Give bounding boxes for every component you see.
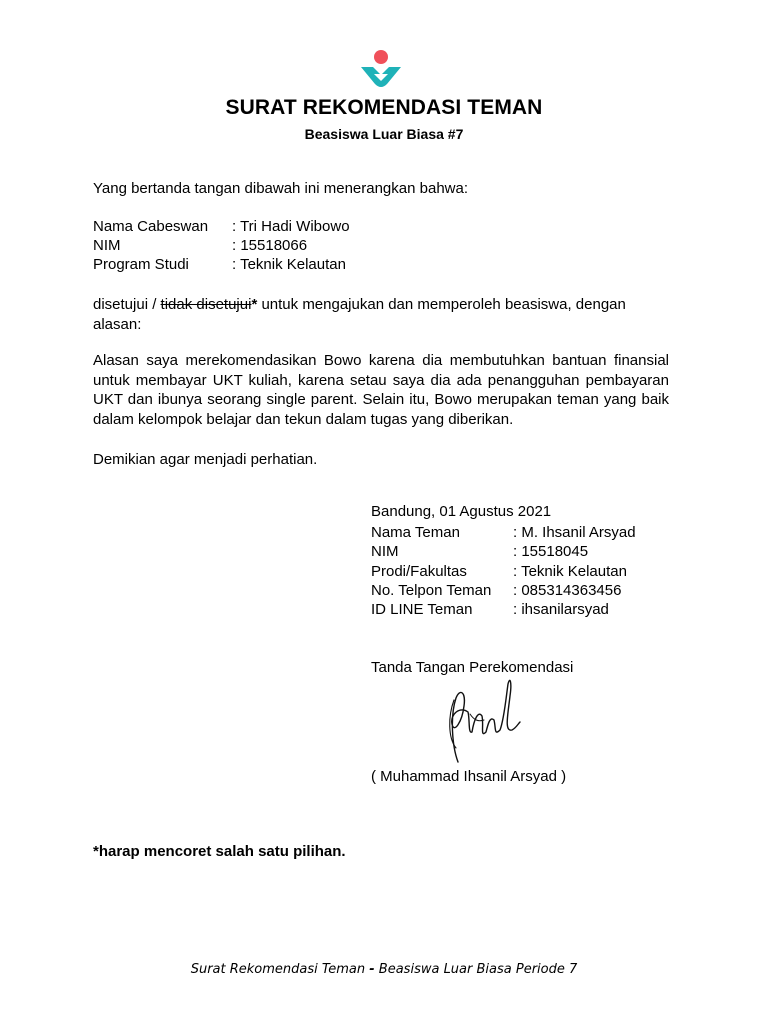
- place-date: Bandung, 01 Agustus 2021: [371, 503, 552, 520]
- field-value: : Tri Hadi Wibowo: [232, 218, 350, 235]
- candidate-program-row: [93, 255, 473, 275]
- candidate-nim-row: [93, 236, 473, 256]
- footer-separator: -: [369, 962, 375, 977]
- approved-option: disetujui /: [93, 296, 157, 313]
- candidate-name-row: [93, 217, 473, 237]
- field-value: : Teknik Kelautan: [513, 563, 627, 580]
- signer-faculty-row: [371, 562, 671, 582]
- page-footer: [0, 962, 768, 977]
- field-label: Prodi/Fakultas: [371, 563, 467, 580]
- field-label: NIM: [371, 543, 399, 560]
- field-label: Nama Teman: [371, 524, 460, 541]
- field-value: : Teknik Kelautan: [232, 256, 346, 273]
- intro-text: Yang bertanda tangan dibawah ini menerangkan bahwa:: [93, 180, 468, 197]
- signer-nim-row: [371, 542, 671, 562]
- strike-instruction-note: *harap mencoret salah satu pilihan.: [93, 843, 346, 860]
- signer-line-row: [371, 600, 671, 620]
- letter-subtitle: Beasiswa Luar Biasa #7: [304, 126, 464, 142]
- letter-title: SURAT REKOMENDASI TEMAN: [225, 96, 543, 119]
- signer-full-name: ( Muhammad Ihsanil Arsyad ): [371, 768, 567, 785]
- signer-phone-row: [371, 581, 671, 601]
- field-label: No. Telpon Teman: [371, 582, 492, 599]
- field-label: Program Studi: [93, 256, 189, 273]
- field-label: NIM: [93, 237, 121, 254]
- field-value: : 15518045: [513, 543, 589, 560]
- field-value: : ihsanilarsyad: [513, 601, 609, 618]
- scholarship-logo-icon: [358, 48, 404, 92]
- field-label: Nama Cabeswan: [93, 218, 209, 235]
- footer-left: Surat Rekomendasi Teman: [190, 962, 366, 977]
- closing-text: Demikian agar menjadi perhatian.: [93, 451, 318, 468]
- field-value: : 15518066: [232, 237, 308, 254]
- option-star: *: [251, 296, 258, 313]
- rejected-option-struck: tidak disetujui: [160, 296, 252, 313]
- reason-paragraph: Alasan saya merekomendasikan Bowo karena dia membutuhkan bantuan finansial untuk membayar UKT kuliah, karena setau saya dia ada penangguhan pembayaran UKT dan ibunya seorang single parent. Selain itu, Bowo merupakan teman yang baik dalam kelompok belajar dan tekun dalam tugas yang diberikan.: [93, 352, 669, 428]
- field-value: : 085314363456: [513, 582, 622, 599]
- signature-label: Tanda Tangan Perekomendasi: [371, 659, 574, 676]
- field-value: : M. Ihsanil Arsyad: [513, 524, 636, 541]
- signer-name-row: [371, 523, 671, 543]
- decision-paragraph: [93, 295, 673, 334]
- handwritten-signature-icon: [408, 676, 526, 768]
- field-label: ID LINE Teman: [371, 601, 473, 618]
- footer-right: Beasiswa Luar Biasa Periode 7: [378, 962, 578, 977]
- decision-rest: untuk mengajukan dan memperoleh beasiswa, dengan alasan:: [93, 296, 626, 333]
